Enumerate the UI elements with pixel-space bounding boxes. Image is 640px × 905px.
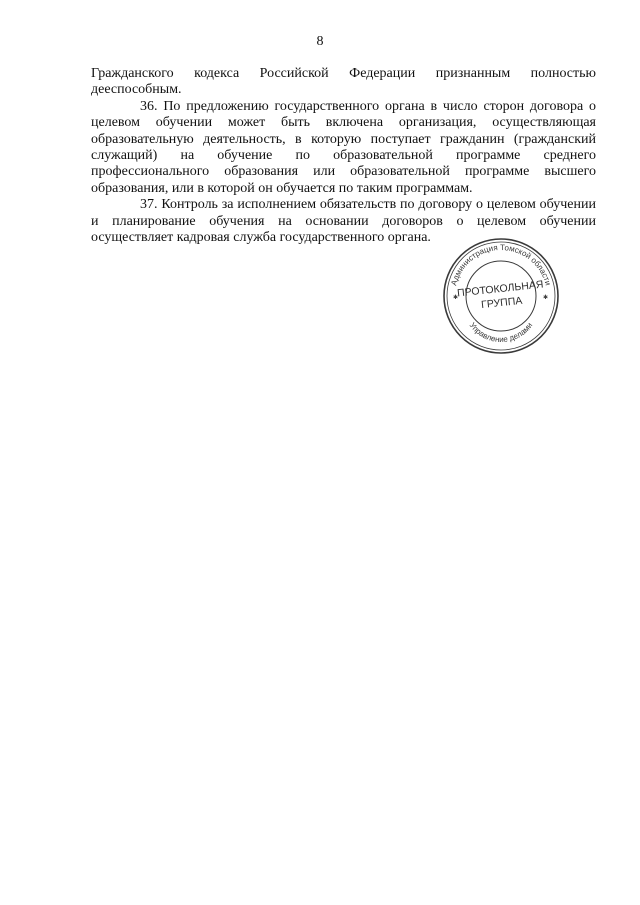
stamp-star-left: ✱ [453,295,459,301]
stamp-ring-bottom-text: Управление делами [467,320,535,345]
paragraph-36: 36. По предложению государственного органа в число сторон договора о целевом обучении может быть включена организация, осуществляющая образовательную деятельность, в которую поступает гражданин (гражданский служащий) на обучение по образовательной программе среднего профессионального образования или образовательной программе высшего образования, или в которой он обучается по таким программам. [91,98,596,196]
stamp-center-line2: ГРУППА [480,294,523,312]
stamp-star-right: ✱ [543,295,549,301]
page-number: 8 [316,34,324,49]
paragraph-37: 37. Контроль за исполнением обязательств по договору о целевом обучении и планирование обучения на основании договоров о целевом обучении осуществляет кадровая служба государственного органа. [91,197,596,246]
paragraph-continuation: Гражданского кодекса Российской Федерации признанным полностью дееспособным. [91,66,596,98]
stamp-ring-top-text: Администрация Томской области [449,242,553,287]
stamp-center-line1: ПРОТОКОЛЬНАЯ [456,278,544,300]
document-body [91,66,596,246]
official-stamp [441,236,561,356]
